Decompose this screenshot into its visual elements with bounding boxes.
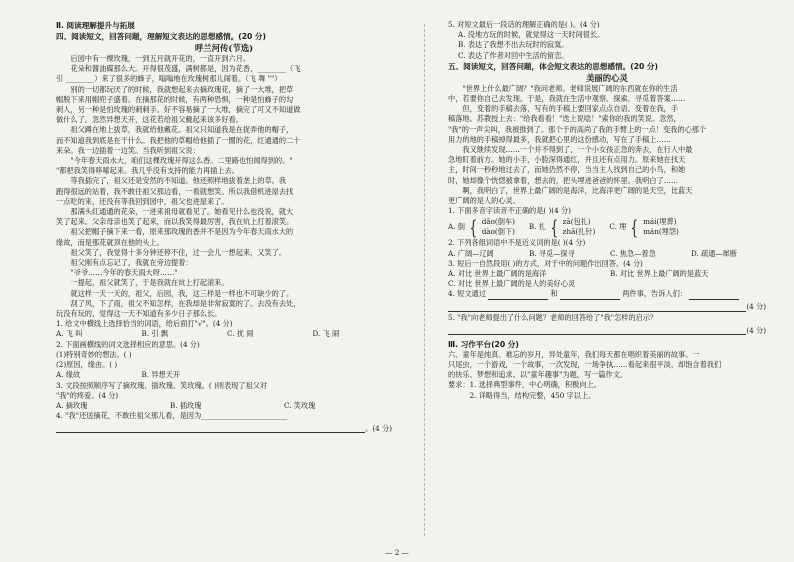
- passage-line: 笑了起来。父亲母亲也笑了起来，而以我笑得最厉害，我在炕上打着滚笑。: [56, 217, 294, 227]
- passage-line: 后园中有一棵玫瑰，一到五月就开花的，一直开到六月。: [56, 54, 251, 63]
- passage-line: "世界上什么最广阔？"我问老师。老师说展广阔的东西就在你的生活: [448, 83, 678, 93]
- page-number: — 2 —: [385, 548, 409, 557]
- passage-line: 缘故，而是那花就顶在他的头上。: [56, 237, 164, 247]
- passage-line: 来朵。我一边插着一边笑。当我听到祖父说：: [56, 145, 200, 155]
- question-4-stem: 4. "我"还送摘花，不敢往祖父那儿看，是因为________________________: [56, 411, 288, 421]
- answer-blank[interactable]: [689, 291, 739, 300]
- writing-prompt-line: 的快乐、梦想和追求。以"童年趣事"为题，写一篇作文。: [448, 370, 628, 380]
- pinyin-top: dǎo(倒车): [481, 217, 515, 227]
- option-a[interactable]: A. 缘故: [56, 370, 81, 380]
- passage-text: [448, 84, 766, 206]
- option-c[interactable]: C. 扰 闹: [227, 329, 254, 339]
- option-a[interactable]: A. 没地方玩的时候，就觉得这一天时间很长。: [458, 30, 605, 40]
- option-b[interactable]: B. 引 飘: [141, 329, 169, 339]
- question-4-score: (4 分): [746, 302, 766, 312]
- question-3-stem: 3. 短后一自然段用( )的方式，对于中的问题作出回答。(4 分): [448, 258, 643, 268]
- group-label: A. 倒: [448, 222, 465, 232]
- passage-line: 刺人，另一种是怕玫瑰的刺刺手。好不容易摘了一大堆，摘完了可又不知道做: [56, 105, 301, 115]
- question-2-options: [56, 370, 392, 380]
- polyphone-group[interactable]: [609, 215, 679, 240]
- passage-title: 呼兰河传(节选): [194, 43, 254, 53]
- passage-line: 啊，我明白了，世界上最广阔的是海洋，比海洋更广阔的是天空，比蓝天: [448, 185, 693, 195]
- answer-line[interactable]: [448, 301, 746, 312]
- passage-line: 引 ________）来了很多的蜂子，嗡嗡地在玫瑰树那儿闹着。（飞 舞 ""）: [56, 74, 282, 84]
- pinyin-bottom: dào(倒下): [481, 227, 515, 237]
- question-2-stem: 2. 下面画横线的词文选择相应的意思。(4 分): [56, 339, 200, 349]
- passage-line: 跑得很远的站着，我不敢往祖父那边看，一看就想笑。所以我借机进屋去找: [56, 186, 294, 196]
- passage-line: 祖父把帽子摘下来一看，原来那玫瑰的香并不是因为今年春天雨水大的: [56, 227, 294, 237]
- brace-icon: {: [630, 215, 639, 240]
- question-5-score: (4 分): [746, 325, 766, 335]
- answer-line[interactable]: [56, 422, 365, 433]
- passage-line: 时，她却像个恍惚被拿着，想去的，把头埋进爸爸的怀里。我明白了……: [448, 175, 679, 185]
- writing-prompt-line: 六、童年是纯真、难忘的岁月，异处童年，我们每天都在唱织着美丽的故事。一: [448, 349, 700, 359]
- passage-line: 主，时间一秒秒地过去了，而她仍然不停，当当主人找到自己的小鸟，和她: [448, 165, 686, 175]
- passage-line: "今年春天雨水大，咱们这棵玫瑰开得这么香。二里路也怕闻得到的。": [56, 156, 293, 166]
- option-a[interactable]: A. 对比 世界上最广阔的是海洋: [448, 269, 547, 279]
- option-d[interactable]: D. 飞 闹: [312, 329, 340, 339]
- answer-blank[interactable]: [488, 291, 548, 300]
- brace-icon: {: [550, 215, 559, 240]
- passage-line: "我"的一声尖叫，我被推到了。那个于的高尚了我的手臂上的一点！变我的心那个: [448, 124, 707, 134]
- option-a[interactable]: A. 飞 叫: [56, 329, 83, 339]
- option-b[interactable]: B. 寻觅—探寻: [529, 248, 575, 258]
- passage-line: 祖父笑了，我觉得十多分钟还停不住，过一会儿一想起来，又笑了。: [56, 247, 287, 257]
- option-b[interactable]: B. 插玫瑰: [170, 400, 202, 410]
- question-5-stem: 5. "我"向老师提出了什么问题？老师的回答给了"我"怎样的启示？: [448, 312, 658, 322]
- column-divider: [424, 24, 425, 536]
- passage-line: 祖父蹲在地上拔草，我就给他戴花。祖父只知道我是在捉弄他的帽子，: [56, 125, 294, 135]
- question-1-stem: 1. 下面多音字读音不正确的是( )(4 分): [448, 206, 571, 216]
- passage-line: 别的一切都玩厌了的时候，我就想起来去摘玫瑰花，摘了一大堆，把草: [56, 84, 294, 94]
- passage-title: 美丽的心灵: [586, 72, 628, 83]
- group-label: C. 埋: [609, 222, 627, 232]
- question-2-item: (2)原因，缘由。( ): [56, 360, 118, 370]
- passage-line: "都把我笑得哆嗦起来。我几乎没有支持的能力再插上去。: [56, 166, 239, 176]
- passage-line: 那满头红通通的花朵，一进来祖母就看见了。她看见什么也没说，就大: [56, 207, 294, 217]
- option-d[interactable]: D. 疏通—犀断: [691, 248, 738, 258]
- option-a[interactable]: A. 广阔—辽阔: [448, 248, 494, 258]
- passage-line: 等我插完了，祖父还是安然的不知道。他还照样地拔着垄上的草。我: [56, 176, 287, 186]
- left-column: [56, 20, 392, 434]
- question-5-stem: 5. 对短文最后一段话的理解正确的是( )。(4 分): [448, 20, 600, 29]
- passage-line: 我又继续发现……一个并不得到了，一个小女孩正急的奔去，在行人中最: [448, 145, 693, 155]
- option-c[interactable]: C. 笑玫瑰: [284, 400, 316, 410]
- writing-requirement: 要求：1. 选择典型事件，中心明确，积极向上。: [448, 380, 601, 390]
- option-b[interactable]: B. 表达了我想不出去玩时的寂寞。: [458, 40, 569, 50]
- passage-line: 刮了风，下了雨，祖父不知怎样，在我却是非常寂寞的了。去没有去处，: [56, 298, 301, 308]
- option-b[interactable]: B. 异想天开: [141, 370, 181, 380]
- pinyin-bottom: mán(埋怨): [643, 227, 679, 237]
- question-2-item: (1)特别奇妙的想法。( ): [56, 349, 132, 359]
- polyphone-group[interactable]: [448, 215, 515, 240]
- passage-line: 帽脱下来用帽兜子盛着。在摘那花的时候，有两种恐惧，一种是怕蜂子的勾: [56, 94, 294, 104]
- passage-line: 急地盯着前方。她的小手，小脸深得通红，并且还有点用力。原来她在找天: [448, 155, 686, 165]
- right-column: [448, 20, 766, 401]
- question-3-stem-cont: "我"的疼爱。(4 分): [56, 390, 119, 400]
- passage-line: 中，若要你自己去发现。于是，我就在生活中观察、探索，寻觅着答案……: [448, 94, 686, 104]
- pinyin-top: mái(埋葬): [643, 217, 677, 227]
- question-five-header: 五、阅读短文，回答问题，体会短文表达的思想感情。(20 分): [448, 61, 658, 71]
- answer-blank[interactable]: [560, 291, 620, 300]
- polyphone-groups: [448, 215, 766, 240]
- question-4-stem: 4. 短文通过 和 两件事，告诉人们：: [448, 289, 766, 299]
- brace-icon: {: [469, 215, 478, 240]
- question-four-header: 四、阅读短文，回答问题，理解短文表达的思想感情。(20 分): [56, 32, 266, 41]
- question-4-score: 。(4 分): [365, 424, 392, 434]
- passage-line: 更广阔的是人的心灵。: [448, 196, 520, 206]
- question-2-options: [448, 249, 766, 259]
- option-c[interactable]: C. 焦急—着急: [610, 248, 656, 258]
- option-c[interactable]: C. 对比 世界上最广阔的是人的美好心灵: [448, 279, 576, 289]
- question-3-options: [448, 269, 766, 279]
- passage-line: 玩没有玩的，觉得这一天不知道有多少日子那么长。: [56, 309, 222, 319]
- passage-line: 就这样一天一天的，祖父，后园，我，这三样是一样也不可缺少的了。: [56, 288, 294, 298]
- passage-line: 而不知道我到底是在干什么。我把他的草帽给他插了一圈的花，红通通的二十: [56, 135, 301, 145]
- pinyin-bottom: zhā(扎针): [562, 227, 596, 237]
- polyphone-group[interactable]: [528, 215, 596, 240]
- option-b[interactable]: B. 对比 世界上最广阔的是蓝天: [610, 269, 709, 279]
- question-3-stem: 3. 文段按照顺序写了摘玫瑰、插玫瑰、笑玫瑰。( )则表现了祖父对: [56, 380, 268, 390]
- group-label: B. 扎: [528, 222, 546, 232]
- passage-line: "爷爷……今年的春天雨大呀……": [56, 268, 178, 278]
- passage-line: 做什么了。忽然异想天开，这花若给祖父戴起来该多好看。: [56, 115, 243, 125]
- passage-line: 用力的地的手稿掉得最多，我就把心里的这份感动，写在了手稿上……: [448, 134, 671, 144]
- writing-requirement: 2. 详略得当，结构完整，450 字以上。: [448, 390, 596, 400]
- writing-prompt-line: 只尾虫，一个游戏，一个故事，一次发现，一场争执……看起来很平淡，却饱含着我们: [448, 360, 722, 370]
- section-heading: Ⅱ. 阅读理解提升与拓展: [56, 21, 135, 30]
- passage-line: 祖父刚有点忘记了，我就在旁边提着：: [56, 258, 193, 268]
- passage-line: 稿落地。苏教授上去："给我看看！"迭上说唸！"索你的我的笑说。忽然，: [448, 114, 681, 124]
- question-1-options: [56, 329, 392, 339]
- pinyin-top: zā(包扎): [562, 217, 591, 227]
- passage-text: [56, 54, 392, 319]
- option-c[interactable]: C. 表达了作者对回中生活的留恋。: [458, 50, 569, 60]
- passage-line: 花朵和酱油碟那么大。开得很茂盛，满树都是，因为花香，________（飞: [56, 64, 301, 74]
- question-3-options: [56, 401, 392, 411]
- passage-line: 但，变着的手稿去落，写有的手稿上要回家点点自语。变着在我，手: [448, 104, 679, 114]
- passage-line: 一点吃的来，还没有等我回到园中，祖父也进屋来了。: [56, 196, 229, 206]
- question-2-stem: 2. 下列各组词语中不是近义词的是( )(4 分): [448, 238, 586, 248]
- question-1-stem: 1. 给文中横线上选择恰当的词语，给后面打"√"。(4 分): [56, 319, 233, 329]
- passage-line: 一提起，祖父就笑了，于是我就在炕上打起滚来。: [56, 278, 229, 288]
- option-a[interactable]: A. 摘玫瑰: [56, 400, 88, 410]
- section-3-heading: Ⅲ. 习作平台(20 分): [448, 339, 519, 349]
- answer-line[interactable]: [448, 324, 746, 335]
